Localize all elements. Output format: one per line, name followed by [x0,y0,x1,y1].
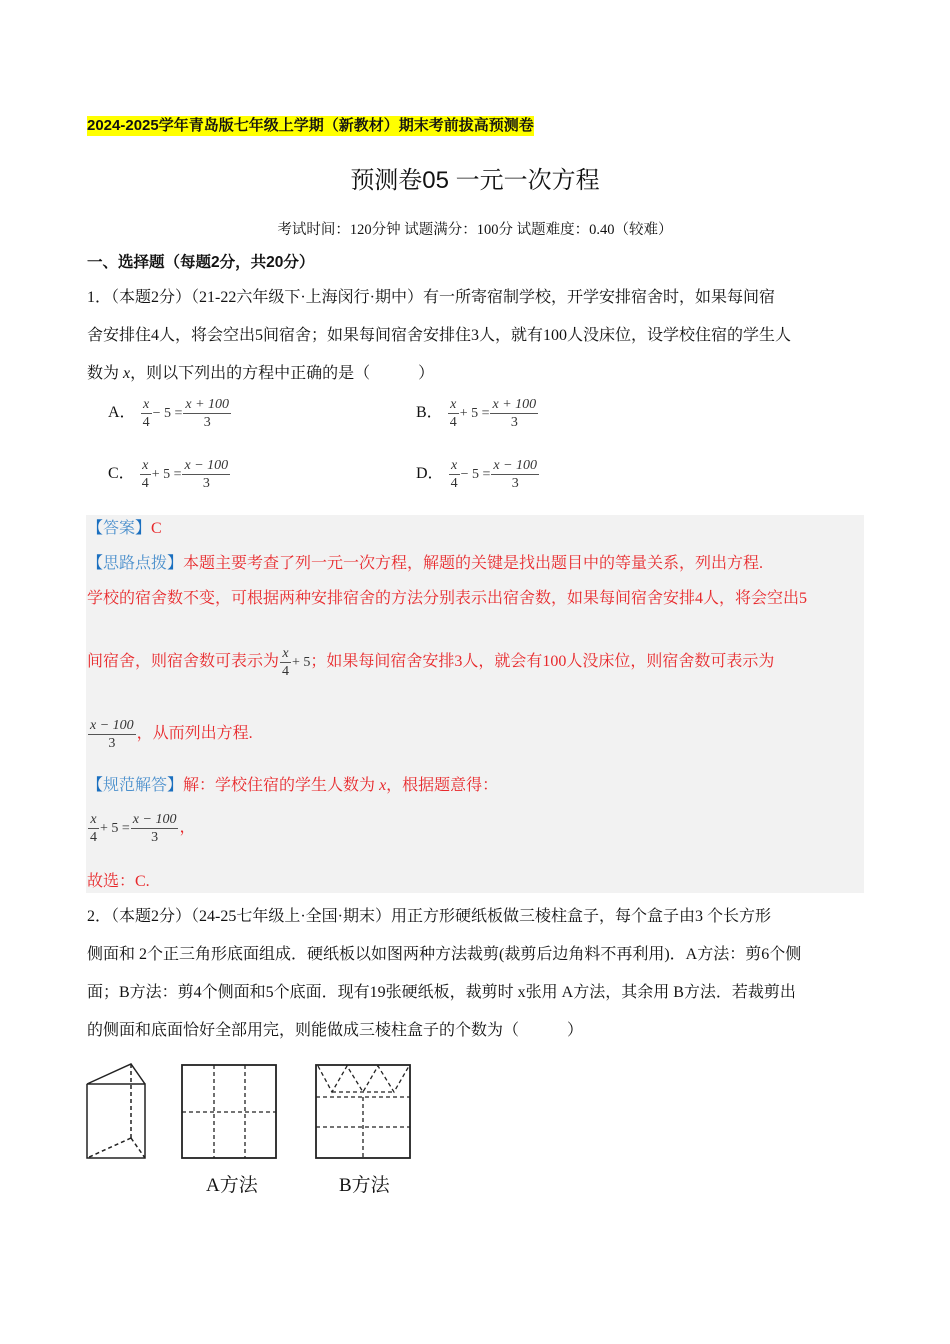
option-b[interactable]: B． $\frac{x}{4}$ + 5 = $\frac{x + 100}{3}$ [416,397,537,430]
figure-label-b: B方法 [339,1175,390,1196]
prism-figure [87,1064,145,1158]
q1-line: 数为 x，则以下列出的方程中正确的是（ ） [87,365,435,382]
method-a-figure [182,1065,276,1158]
page-title: 预测卷05 一元一次方程 [350,167,600,194]
exam-header: 2024-2025学年青岛版七年级上学期（新教材）期末考前拔高预测卷 [87,117,534,134]
option-d[interactable]: D． $\frac{x}{4}$ − 5 = $\frac{x - 100}{3}$ [416,458,538,491]
option-a[interactable]: A． $\frac{x}{4}$ − 5 = $\frac{x + 100}{3}$ [108,397,230,430]
hint-line: 【思路点拨】本题主要考查了列一元一次方程，解题的关键是找出题目中的等量关系，列出方程. [87,555,764,572]
q2-line: 侧面和 2个正三角形底面组成．硬纸板以如图两种方法裁剪(裁剪后边角料不再利用)．A方法：剪6个侧 [87,946,802,963]
answer-line: 【答案】C [87,520,162,537]
q2-line: 的侧面和底面恰好全部用完，则能做成三棱柱盒子的个数为（ ） [87,1022,584,1039]
figure-prism-and-cutting-methods [80,1055,430,1165]
solution-line: 【规范解答】解：学校住宿的学生人数为 x，根据题意得： [87,777,499,794]
q1-line: 1．（本题2分）（21-22六年级下·上海闵行·期中）有一所寄宿制学校，开学安排宿舍时，如果每间宿 [87,289,775,306]
q2-line: 面；B方法：剪4个侧面和5个底面．现有19张硬纸板，裁剪时 x张用 A方法，其余用 B方法．若裁剪出 [87,984,796,1001]
solution-equation: $\frac{x}{4}$ + 5 = $\frac{x - 100}{3}$ ， [90,811,196,845]
conclusion: 故选：C. [87,873,150,890]
hint-line: 间宿舍，则宿舍数可表示为 $\frac{x}{4}$ + 5；如果每间宿舍安排3人，就会有100人没床位，则宿舍数可表示为 [87,645,775,679]
q2-line: 2．（本题2分）（24-25七年级上·全国·期末）用正方形硬纸板做三棱柱盒子，每个盒子由3 个长方形 [87,908,771,925]
option-c[interactable]: C． $\frac{x}{4}$ + 5 = $\frac{x - 100}{3}$ [108,458,229,491]
exam-info: 考试时间：120分钟 试题满分：100分 试题难度：0.40（较难） [277,222,673,238]
method-b-figure [316,1065,410,1158]
figure-label-a: A方法 [206,1175,258,1196]
section-heading: 一、选择题（每题2分，共20分） [87,254,315,271]
hint-line: $\frac{x - 100}{3}$ ，从而列出方程. [90,717,253,751]
q1-line: 舍安排住4人，将会空出5间宿舍；如果每间宿舍安排住3人，就有100人没床位，设学校住宿的学生人 [87,327,792,344]
hint-line: 学校的宿舍数不变，可根据两种安排宿舍的方法分别表示出宿舍数，如果每间宿舍安排4人，将会空出5 [87,590,808,607]
